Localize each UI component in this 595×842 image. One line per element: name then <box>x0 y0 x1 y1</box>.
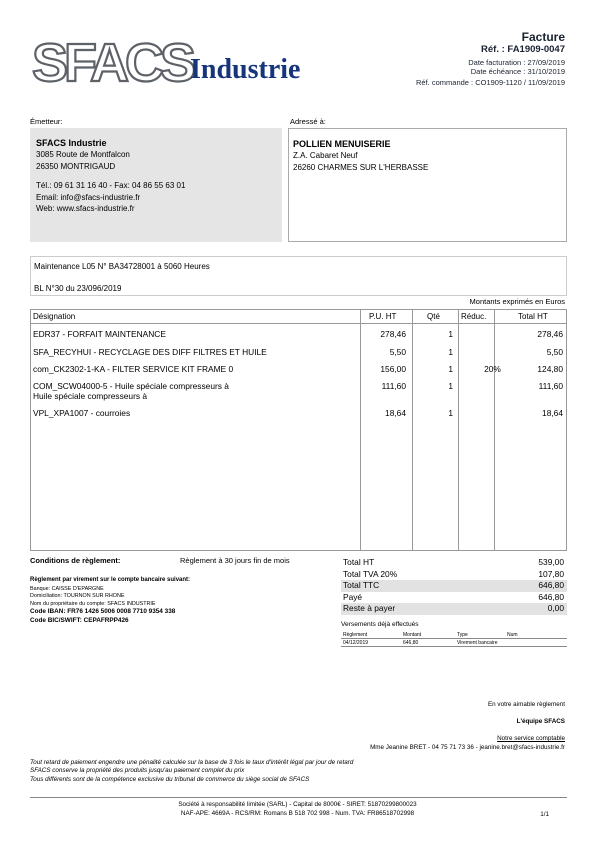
payments-title: Versements déjà effectués <box>341 620 419 628</box>
legal-line-3: Tous différents sont de la compétence exclusive du tribunal de commerce du siège social de SFACS <box>30 775 310 783</box>
row-unit-price: 111,60 <box>381 381 406 391</box>
account-owner: Nom du propriétaire du compte: SFACS INDUSTRIE <box>30 600 156 607</box>
emitter-address-1: 3085 Route de Montfalcon <box>36 150 130 159</box>
recipient-block <box>288 128 567 242</box>
legal-line-1: Tout retard de paiement engendre une pénalité calculée sur la base de 3 fois le taux d'intérêt légal par jour de retard <box>30 759 354 766</box>
emitter-label: Émetteur: <box>30 117 63 126</box>
payment-date: 04/12/2019 <box>343 639 369 646</box>
total-tva-row <box>341 569 567 581</box>
emitter-block <box>30 128 282 242</box>
payment-conditions <box>30 556 335 625</box>
row-quantity: 1 <box>448 408 453 418</box>
footer-divider <box>30 797 567 798</box>
row-designation: EDR37 - FORFAIT MAINTENANCE <box>33 329 166 339</box>
row-quantity: 1 <box>448 347 453 357</box>
payments-table <box>341 631 567 647</box>
table-row <box>31 347 566 361</box>
row-designation-detail: Huile spéciale compresseurs à <box>33 391 148 401</box>
currency-note: Montants exprimés en Euros <box>469 297 565 306</box>
page-number: 1/1 <box>540 811 549 818</box>
row-unit-price: 156,00 <box>380 364 406 374</box>
row-quantity: 1 <box>448 329 453 339</box>
table-header <box>31 310 566 324</box>
bic-code: Code BIC/SWIFT: CEPAFRPP426 <box>30 616 129 624</box>
payments-header-amount: Montant <box>403 631 422 638</box>
closing-team: L'équipe SFACS <box>516 718 565 725</box>
header-discount: Réduc. <box>461 312 487 321</box>
payments-header-type: Type <box>457 631 468 638</box>
total-ht-row <box>341 557 567 569</box>
row-total: 111,60 <box>538 381 563 391</box>
remaining-value: 0,00 <box>547 603 564 613</box>
payment-type: Virement bancaire <box>457 639 498 646</box>
recipient-address-2: 26260 CHARMES SUR L'HERBASSE <box>293 162 429 172</box>
legal-notice <box>30 759 353 784</box>
closing-service: Notre service comptable <box>497 735 565 742</box>
row-total: 18,64 <box>542 408 563 418</box>
iban-code: Code IBAN: FR76 1426 5006 0008 7710 9354 338 <box>30 608 176 616</box>
total-ttc-label: Total TTC <box>343 580 380 590</box>
header-total: Total HT <box>518 312 548 321</box>
row-quantity: 1 <box>448 364 453 374</box>
totals-block <box>341 557 567 647</box>
table-row <box>31 408 566 422</box>
bank-name: Banque: CAISSE D'EPARGNE <box>30 586 104 592</box>
conditions-value: Règlement à 30 jours fin de mois <box>180 556 290 565</box>
row-designation: VPL_XPA1007 - courroies <box>33 408 131 418</box>
header-designation: Désignation <box>33 312 76 321</box>
footer-company-info: Société à responsabilité limitée (SARL) - Capital de 8000€ - SIRET: 51870299800023 <box>178 801 417 808</box>
payment-row <box>341 639 567 647</box>
paid-row <box>341 592 567 604</box>
emitter-name: SFACS Industrie <box>36 138 107 148</box>
bank-domiciliation: Domiciliation: TOURNON SUR RHONE <box>30 593 125 600</box>
table-row <box>31 329 566 343</box>
row-unit-price: 18,64 <box>385 408 406 418</box>
payments-header-num: Num <box>507 631 518 638</box>
emitter-email: Email: info@sfacs-industrie.fr <box>36 192 141 202</box>
table-row <box>31 364 566 378</box>
company-logo <box>30 34 320 90</box>
column-divider <box>494 310 495 550</box>
row-total: 278,46 <box>537 329 563 339</box>
remaining-row <box>341 603 567 615</box>
subject-line-2: BL N°30 du 23/096/2019 <box>34 283 122 293</box>
emitter-address-2: 26350 MONTRIGAUD <box>36 161 116 171</box>
row-unit-price: 5,50 <box>389 347 406 357</box>
paid-label: Payé <box>343 591 363 602</box>
payments-header-date: Règlement <box>343 631 368 638</box>
column-divider <box>412 310 413 550</box>
remaining-label: Reste à payer <box>343 603 396 613</box>
due-date: Date échéance : 31/10/2019 <box>470 67 565 76</box>
row-designation: SFA_RECYHUI - RECYCLAGE DES DIFF FILTRES ET HUILE <box>33 347 267 357</box>
total-ttc-value: 646,80 <box>538 580 564 590</box>
closing-contact: Mme Jeanine BRET - 04 75 71 73 36 - jeanine.bret@sfacs-industrie.fr <box>370 744 565 751</box>
total-tva-label: Total TVA 20% <box>343 568 398 579</box>
total-tva-value: 107,80 <box>538 568 564 579</box>
emitter-website: Web: www.sfacs-industrie.fr <box>36 204 135 213</box>
total-ht-value: 539,00 <box>538 557 564 567</box>
table-row <box>31 381 566 405</box>
total-ttc-row <box>341 580 567 592</box>
payments-header <box>341 631 567 639</box>
legal-line-2: SFACS conserve la propriété des produits jusqu'au paiement complet du prix <box>30 767 245 775</box>
column-divider <box>458 310 459 550</box>
header-unit-price: P.U. HT <box>369 312 397 321</box>
payment-amount: 646,80 <box>403 639 419 646</box>
closing-salutation: En votre aimable règlement <box>487 701 565 708</box>
total-ht-label: Total HT <box>343 557 375 567</box>
recipient-name: POLLIEN MENUISERIE <box>293 139 391 149</box>
items-table <box>30 309 567 551</box>
row-designation: com_CK2302-1-KA - FILTER SERVICE KIT FRAME 0 <box>33 364 234 374</box>
logo-word: Industrie <box>190 54 301 85</box>
subject-line-1: Maintenance L05 N° BA34728001 à 5060 Heures <box>34 262 210 271</box>
logo-mark: SFACS <box>32 34 193 90</box>
document-title: Facture <box>521 30 565 44</box>
order-reference: Réf. commande : CO1909-1120 / 11/09/2019 <box>416 78 565 87</box>
row-total: 5,50 <box>546 347 563 357</box>
conditions-label: Conditions de règlement: <box>30 556 121 565</box>
footer-registration-info: NAF-APE: 4669A - RCS/RM: Romans B 518 702 998 - Num. TVA: FR86518702998 <box>180 810 415 817</box>
column-divider <box>360 310 361 550</box>
row-designation: COM_SCW04000-5 - Huile spéciale compresseurs à <box>33 381 229 391</box>
row-total: 124,80 <box>537 364 563 374</box>
emitter-phone: Tél.: 09 61 31 16 40 - Fax: 04 86 55 63 01 <box>36 181 186 190</box>
bank-transfer-title: Règlement par virement sur le compte bancaire suivant: <box>30 577 191 583</box>
invoice-date: Date facturation : 27/09/2019 <box>468 58 565 67</box>
header-quantity: Qté <box>427 312 440 321</box>
recipient-address-1: Z.A. Cabaret Neuf <box>293 151 358 160</box>
row-discount: 20% <box>484 364 501 374</box>
invoice-subject <box>30 256 567 296</box>
paid-value: 646,80 <box>538 591 564 602</box>
row-quantity: 1 <box>448 381 453 391</box>
invoice-reference: Réf. : FA1909-0047 <box>481 44 565 55</box>
recipient-label: Adressé à: <box>290 117 326 126</box>
row-unit-price: 278,46 <box>380 329 406 339</box>
